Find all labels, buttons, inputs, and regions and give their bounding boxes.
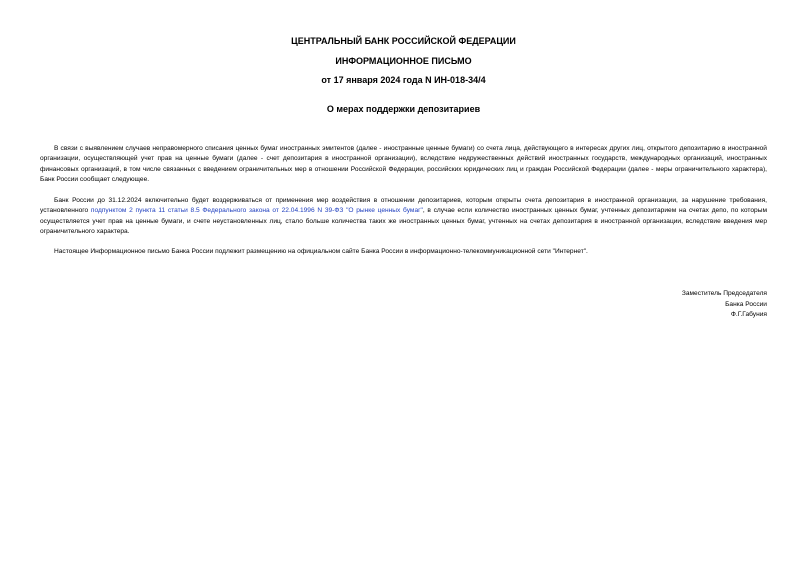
paragraph-2-text-start: Банк России до 31.12.2024 включительно будет воздерживаться от применения мер воздействия в отношении депозитариев, которым открыты счета депозитария в иностранной организации, за нарушение требования, установленного xyxy=(40,197,767,215)
paragraph-1: В связи с выявлением случаев неправомерного списания ценных бумаг иностранных эмитентов (далее - иностранные ценные бумаги) со счета лица, действующего в интересах других лиц, открытого депозитарию в иностранной организации, осуществляющей учет прав на ценные бумаги (далее - счет депозитария в иностранной организации), вследствие недружественных действий иностранных государств, международных организаций, иностранных финансовых организаций, в том числе связанных с введением ограничительных мер в отношении Российской Федерации, российских юридических лиц и граждан Российской Федерации (далее - меры ограничительного характера), Банк России сообщает следующее. xyxy=(40,145,767,183)
signatory-position-line1: Заместитель Председателя xyxy=(681,290,767,297)
paragraph-3: Настоящее Информационное письмо Банка России подлежит размещению на официальном сайте Банка России в информационно-телекоммуникационной сети "Интернет". xyxy=(54,248,588,255)
paragraph-2-text-end: , в случае если количество иностранных ценных бумаг, учтенных депозитарием на счетах депо, по которым осуществляется учет прав на ценные бумаги, и счете неустановленных лиц, стало больше количества таких же иностранных ценных бумаг, учтенных на счетах депозитария в иностранной организации, вследствие введения мер ограничительного характера. xyxy=(40,207,767,235)
signatory-position-line2: Банка России xyxy=(725,300,767,308)
document-date-number: от 17 января 2024 года N ИН-018-34/4 xyxy=(321,75,486,85)
organization-title: ЦЕНТРАЛЬНЫЙ БАНК РОССИЙСКОЙ ФЕДЕРАЦИИ xyxy=(291,36,516,46)
document-subject: О мерах поддержки депозитариев xyxy=(326,104,481,114)
paragraph-2 xyxy=(40,196,767,237)
signature-block xyxy=(547,289,767,321)
document-type: ИНФОРМАЦИОННОЕ ПИСЬМО xyxy=(335,56,472,66)
federal-law-link[interactable]: подпунктом 2 пункта 11 статьи 8.5 Федерального закона от 22.04.1996 N 39-ФЗ "О рынке ценных бумаг" xyxy=(90,207,423,215)
signatory-name: Ф.Г.Габуния xyxy=(730,311,767,318)
